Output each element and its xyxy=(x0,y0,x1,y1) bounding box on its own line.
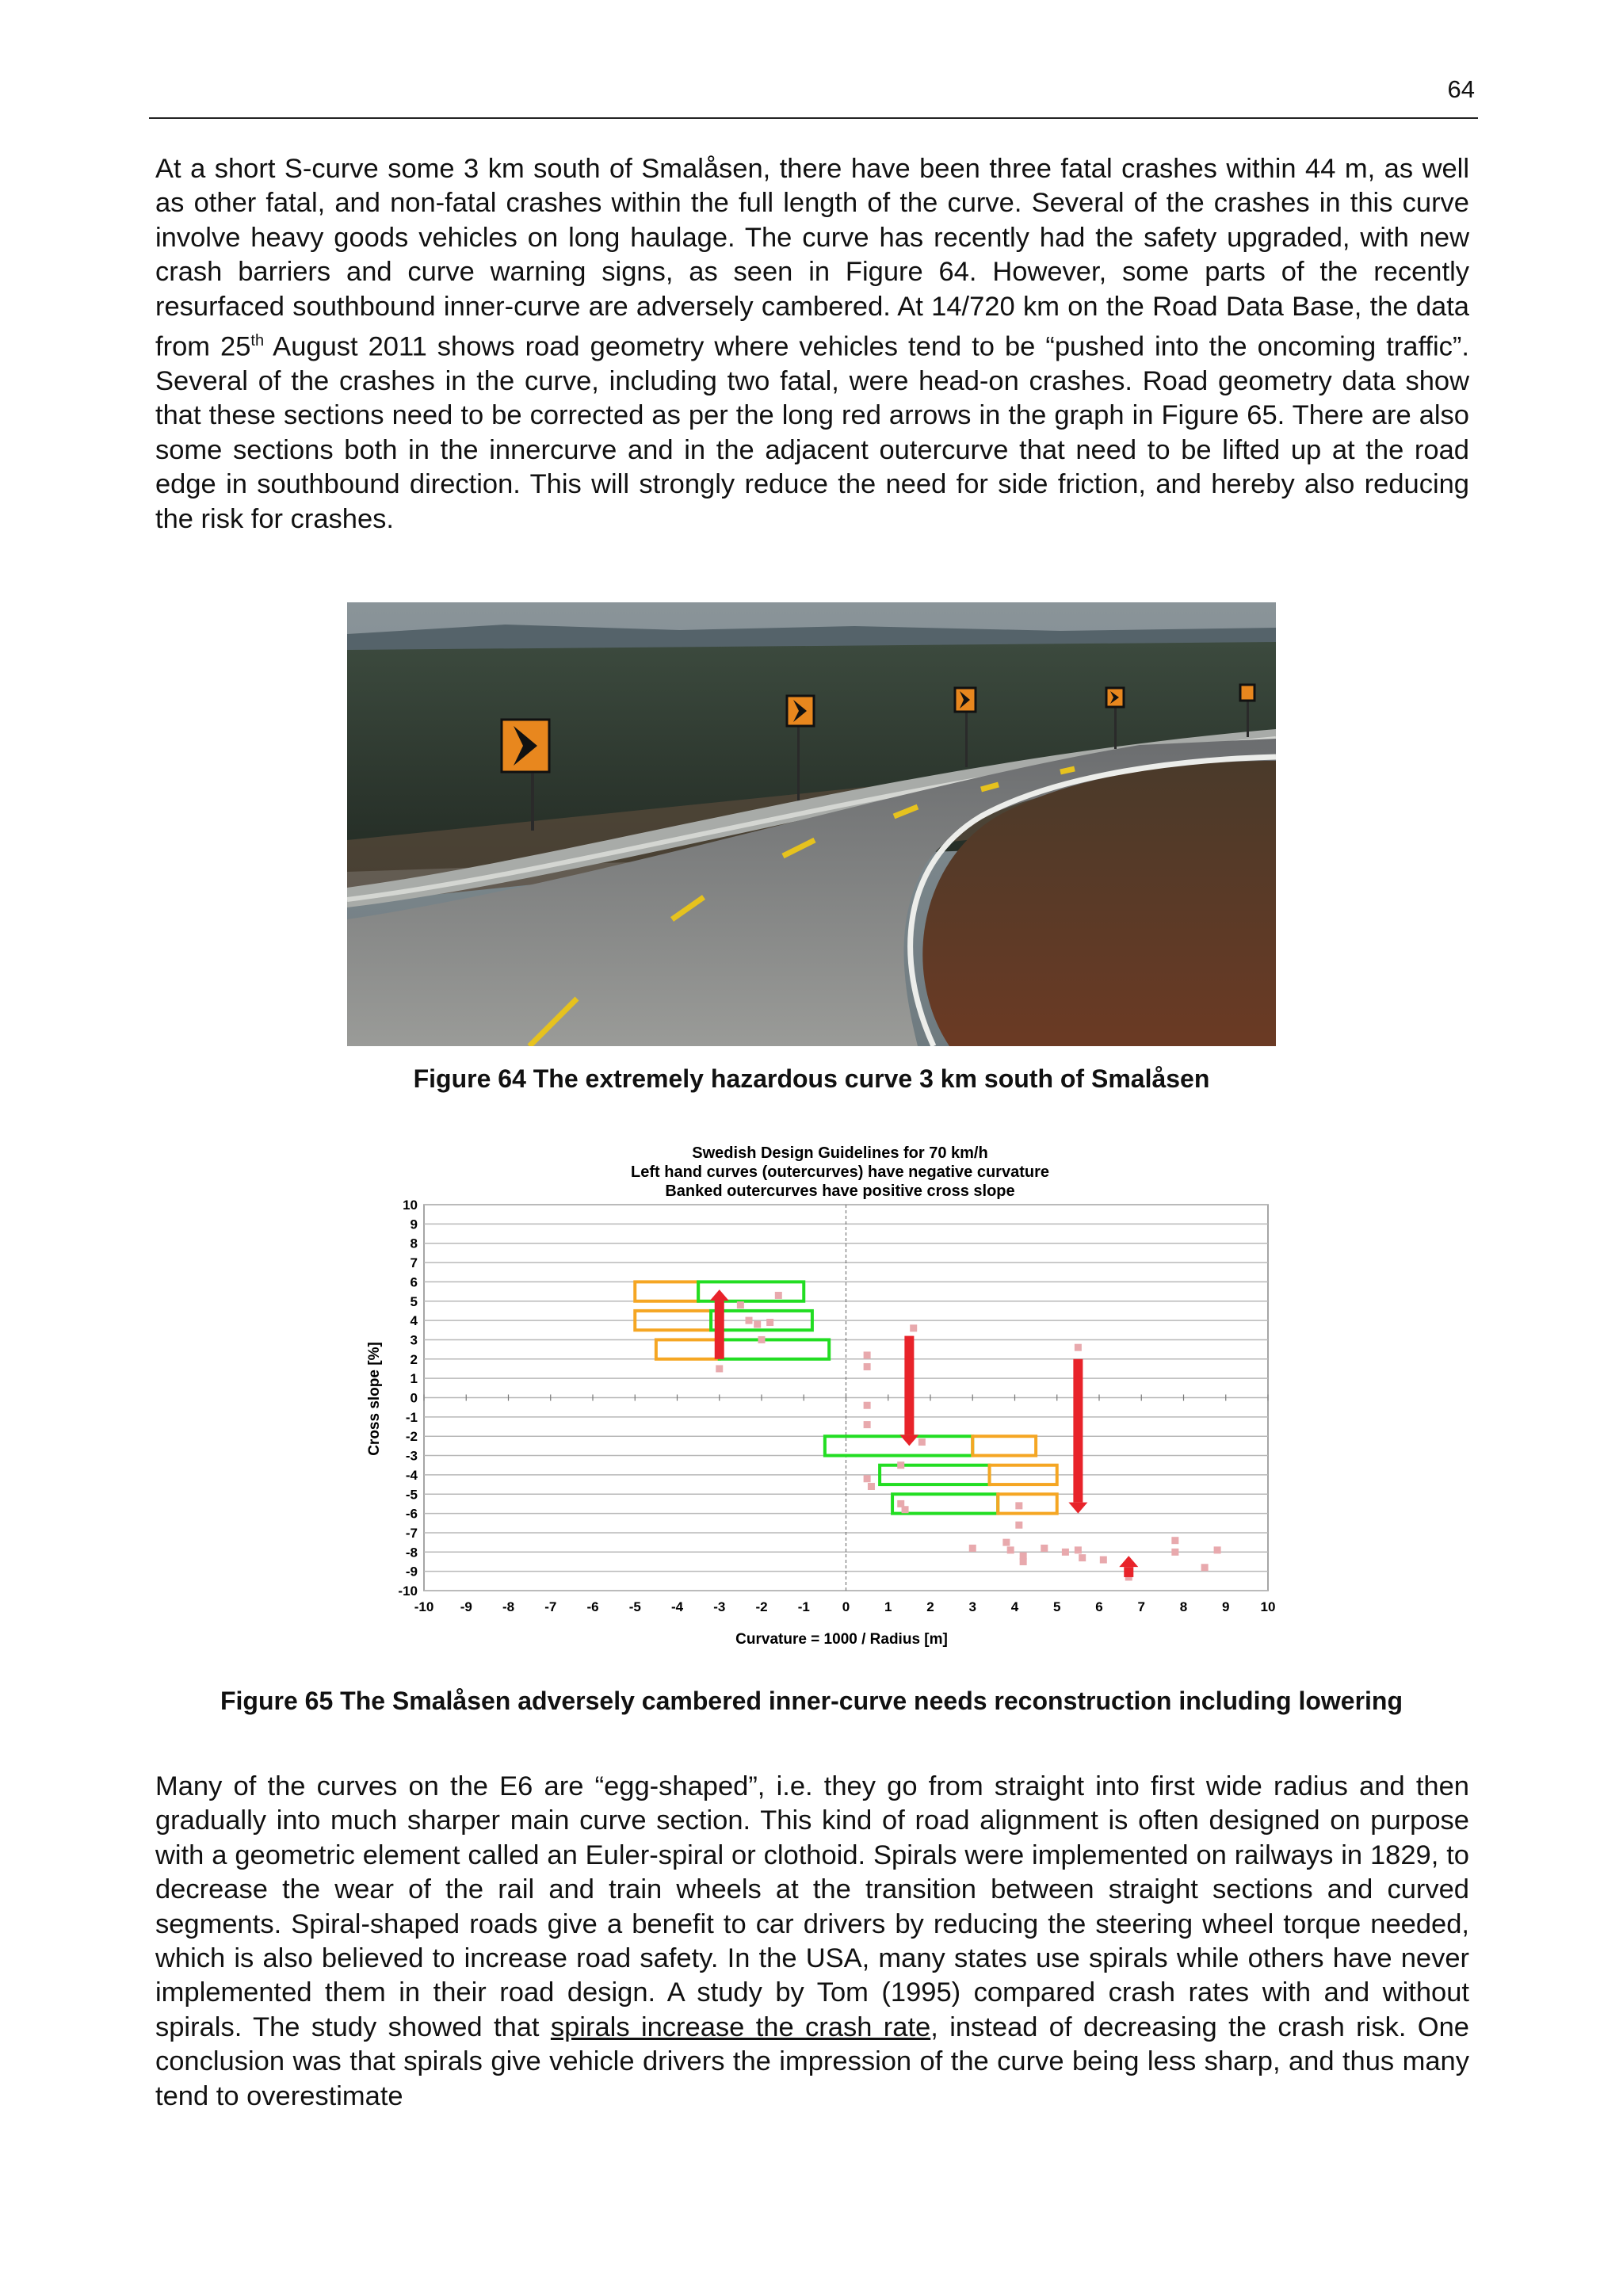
x-axis-label: Curvature = 1000 / Radius [m] xyxy=(735,1631,948,1648)
x-tick-label: 9 xyxy=(1222,1599,1230,1614)
x-tick-label: -6 xyxy=(586,1599,599,1614)
y-tick-label: -2 xyxy=(405,1429,418,1445)
y-tick-label: 8 xyxy=(410,1236,418,1251)
x-tick-label: 0 xyxy=(842,1599,850,1614)
y-tick-label: -1 xyxy=(405,1409,418,1425)
data-point xyxy=(758,1336,766,1343)
data-point xyxy=(1015,1502,1022,1509)
data-point xyxy=(1171,1549,1178,1556)
paragraph-2-part-2: , instead of decreasing the crash risk. One conclusion was that spirals give vehicle drivers the impression of the curve being less sharp, and thus many tend to overestimate xyxy=(155,2011,1469,2111)
data-point xyxy=(766,1319,773,1326)
road-curve-photo xyxy=(347,602,1276,1046)
data-point xyxy=(737,1301,744,1308)
data-point xyxy=(1100,1557,1107,1564)
x-tick-label: 4 xyxy=(1010,1599,1019,1614)
underlined-finding: spirals increase the crash rate xyxy=(550,2011,931,2042)
data-point xyxy=(902,1506,909,1513)
y-tick-label: 6 xyxy=(410,1274,418,1290)
y-tick-label: 0 xyxy=(410,1390,418,1406)
data-point xyxy=(864,1421,871,1428)
x-tick-label: 6 xyxy=(1095,1599,1103,1614)
chart-title-line-1: Swedish Design Guidelines for 70 km/h xyxy=(692,1144,988,1162)
data-point xyxy=(754,1320,761,1328)
chart-title-line-3: Banked outercurves have positive cross slope xyxy=(665,1182,1015,1200)
y-tick-label: 4 xyxy=(410,1313,418,1329)
data-point xyxy=(897,1461,904,1469)
arrow-shaft xyxy=(1073,1359,1083,1503)
x-tick-label: -4 xyxy=(670,1599,684,1614)
y-tick-label: 2 xyxy=(410,1351,418,1367)
paragraph-2-part-1: Many of the curves on the E6 are “egg-shaped”, i.e. they go from straight into first wide radius and then gradually into much sharper main curve section. This kind of road alignment is often designed on purpose with a geometric element called an Euler-spiral or clothoid. Spirals were implemented on railways in 1829, to decrease the wear of the rail and train wheels at the transition between straight sections and curved segments. Spiral-shaped roads give a benefit to car drivers by reducing the steering wheel torque needed, which is also believed to increase road safety. In the USA, many states use spirals while others have never implemented them in their road design. A study by Tom (1995) compared crash rates with and without spirals. The study showed that xyxy=(155,1771,1469,2042)
y-tick-label: -7 xyxy=(405,1525,418,1541)
chart-title-line-2: Left hand curves (outercurves) have negative curvature xyxy=(631,1163,1049,1181)
data-point xyxy=(716,1365,723,1372)
x-tick-label: -9 xyxy=(460,1599,472,1614)
x-tick-label: 5 xyxy=(1053,1599,1061,1614)
data-point xyxy=(1007,1546,1014,1553)
data-point xyxy=(1075,1546,1082,1553)
y-tick-label: -9 xyxy=(405,1564,418,1580)
paragraph-1-part-1: At a short S-curve some 3 km south of Smalåsen, there have been three fatal crashes within 44 m, as well as other fatal, and non-fatal crashes within the full length of the curve. Several of the crashes in this curve involve heavy goods vehicles on long haulage. The curve has recently had the safety upgraded, with new crash barriers and curve warning signs, as seen in Figure 64. However, some parts of the recently resurfaced southbound inner-curve are adversely cambered. At 14/720 km on the Road Data Base, the data from 25 xyxy=(155,154,1469,362)
y-tick-label: 10 xyxy=(403,1198,418,1213)
ordinal-suffix: th xyxy=(250,332,265,350)
x-tick-label: 2 xyxy=(926,1599,934,1614)
data-point xyxy=(864,1475,871,1482)
data-point xyxy=(969,1545,976,1552)
arrow-shaft xyxy=(715,1301,724,1359)
x-tick-label: 7 xyxy=(1137,1599,1145,1614)
data-point xyxy=(1062,1549,1069,1556)
data-point xyxy=(1079,1554,1086,1561)
data-point xyxy=(1075,1344,1082,1351)
data-point xyxy=(1041,1545,1048,1552)
data-point xyxy=(1171,1537,1178,1544)
x-tick-label: -8 xyxy=(502,1599,515,1614)
x-tick-label: -5 xyxy=(628,1599,641,1614)
x-tick-label: -10 xyxy=(414,1599,434,1614)
data-point xyxy=(746,1317,753,1324)
page-number: 64 xyxy=(1447,75,1475,103)
x-tick-label: 3 xyxy=(968,1599,976,1614)
x-tick-label: -2 xyxy=(755,1599,768,1614)
paragraph-1 xyxy=(155,152,1469,537)
y-tick-label: -4 xyxy=(405,1467,418,1483)
y-tick-label: 3 xyxy=(410,1332,418,1348)
paragraph-2 xyxy=(155,1770,1469,2114)
data-point xyxy=(1201,1564,1209,1571)
x-tick-label: 8 xyxy=(1179,1599,1188,1614)
x-tick-label: 1 xyxy=(884,1599,892,1614)
data-point xyxy=(1015,1522,1022,1529)
arrow-shaft xyxy=(904,1336,914,1435)
y-tick-label: -8 xyxy=(405,1545,418,1561)
arrow-shaft xyxy=(1124,1567,1133,1577)
data-point xyxy=(918,1438,926,1446)
y-tick-label: 9 xyxy=(410,1217,418,1232)
data-point xyxy=(1002,1539,1010,1546)
paragraph-1-part-2: August 2011 shows road geometry where vehicles tend to be “pushed into the oncoming traffic”. Several of the crashes in the curve, including two fatal, were head-on crashes. Road geometry data show that these sections need to be corrected as per the long red arrows in the graph in Figure 65. There are also some sections both in the innercurve and in the adjacent outercurve that need to be lifted up at the road edge in southbound direction. This will strongly reduce the need for side friction, and hereby also reducing the risk for crashes. xyxy=(155,331,1470,534)
data-point xyxy=(864,1402,871,1409)
data-point xyxy=(1020,1558,1027,1565)
y-axis-label: Cross slope [%] xyxy=(366,1342,383,1456)
data-point xyxy=(775,1292,782,1299)
data-point xyxy=(868,1483,875,1490)
header-rule xyxy=(149,117,1478,119)
x-tick-label: -7 xyxy=(544,1599,557,1614)
data-point xyxy=(1214,1546,1221,1553)
cross-slope-chart xyxy=(357,1137,1284,1660)
y-tick-label: -5 xyxy=(405,1487,418,1503)
y-tick-label: -10 xyxy=(398,1584,418,1599)
data-point xyxy=(864,1351,871,1358)
figure-64-caption: Figure 64 The extremely hazardous curve 3 km south of Smalåsen xyxy=(413,1064,1210,1093)
figure-65-caption: Figure 65 The Smalåsen adversely cambered inner-curve needs reconstruction including lowering xyxy=(220,1687,1403,1715)
x-tick-label: -3 xyxy=(713,1599,726,1614)
y-tick-label: -3 xyxy=(405,1448,418,1464)
y-tick-label: 7 xyxy=(410,1255,418,1271)
x-tick-label: -1 xyxy=(797,1599,810,1614)
data-point xyxy=(910,1324,917,1331)
y-tick-label: -6 xyxy=(405,1506,418,1522)
data-point xyxy=(864,1363,871,1370)
y-tick-label: 1 xyxy=(410,1371,418,1387)
y-tick-label: 5 xyxy=(410,1293,418,1309)
x-tick-label: 10 xyxy=(1260,1599,1276,1614)
